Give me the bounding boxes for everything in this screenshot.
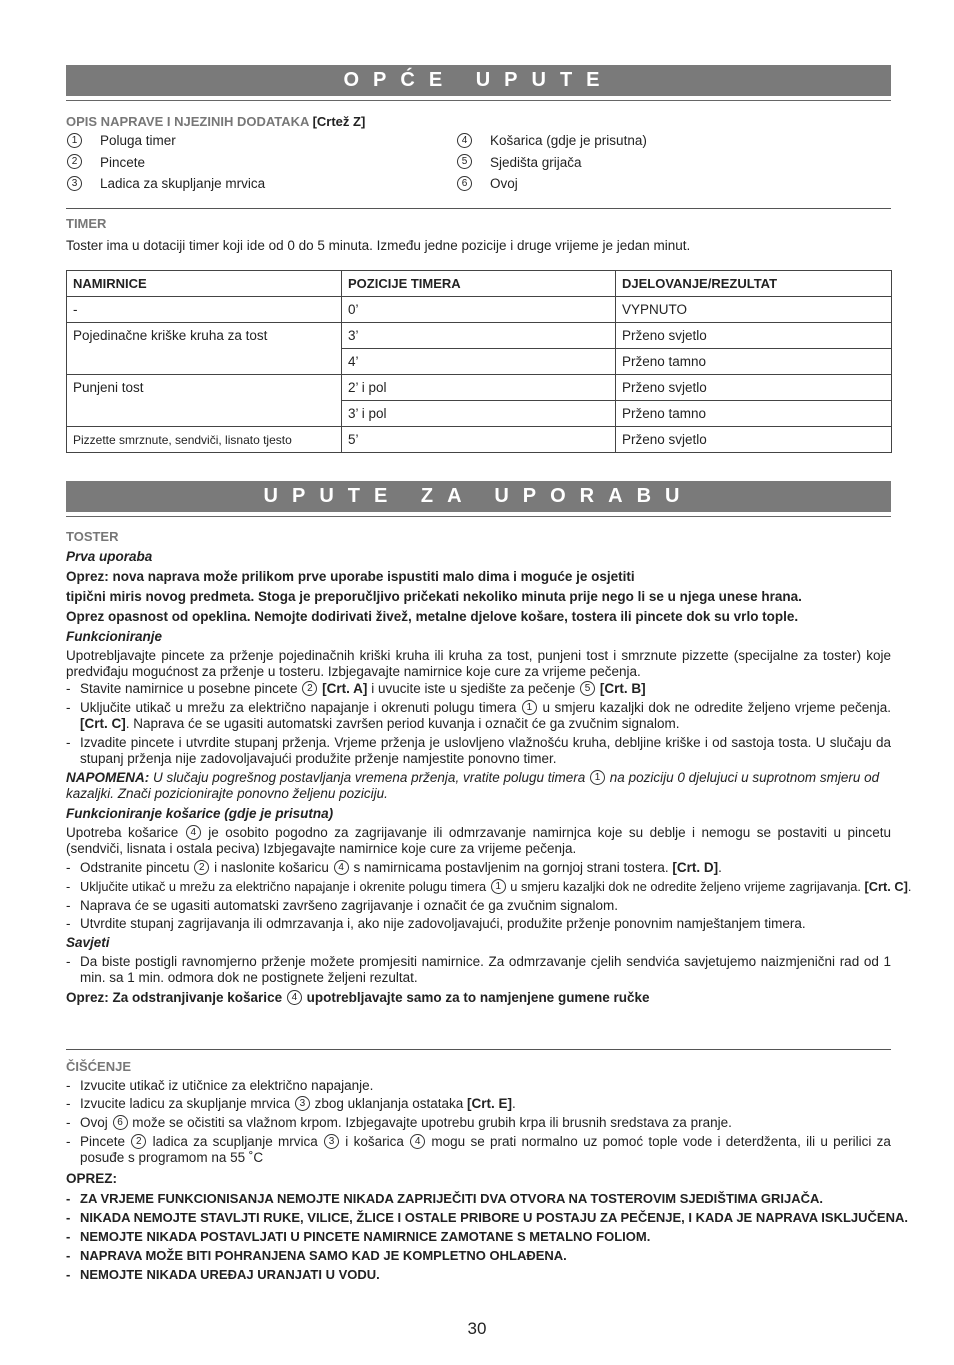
circled-number: 6 bbox=[457, 176, 472, 191]
parts-column-right bbox=[456, 130, 846, 195]
list-item: - Izvucite ladicu za skupljanje mrvica 3 zbog uklanjanja ostataka [Crt. E]. bbox=[66, 1096, 516, 1111]
kosarica-text bbox=[66, 825, 891, 857]
circled-number: 1 bbox=[491, 879, 506, 894]
text: Uključite utikač u mrežu za električno napajanje i okrenite polugu timera bbox=[80, 878, 487, 894]
list-item bbox=[456, 130, 846, 152]
part-label: Ovoj bbox=[490, 176, 518, 191]
table-cell: Prženo tamno bbox=[616, 401, 892, 427]
parts-column-left bbox=[66, 130, 456, 195]
toster-title: TOSTER bbox=[66, 529, 119, 544]
timer-title: TIMER bbox=[66, 216, 107, 231]
circled-number: 2 bbox=[302, 681, 317, 696]
text: je osobito pogodno za zagrijavanje ili odmrzavanje namirnjca koje su deblje i nemogu se postaviti u pincetu (sendviči, lisnata i ostala peciva) Izbjegavajte namirnice koje cure za vrijeme pečenja. bbox=[66, 824, 891, 856]
caution-text: tipični miris novog predmeta. Stoga je preporučljivo pričekati nekoliko minuta prije nego li se u njega unese hrana. bbox=[66, 589, 802, 604]
table-cell: 4’ bbox=[342, 349, 616, 375]
description-title-text: OPIS NAPRAVE I NJEZINIH DODATAKA bbox=[66, 114, 309, 129]
list-item: - Stavite namirnice u posebne pincete 2 [Crt. A] i uvucite iste u sjedište za pečenje 5 [Crt. B] bbox=[66, 681, 646, 696]
table-header-row bbox=[67, 271, 892, 297]
text: u smjeru kazaljki dok ne odredite željeno vrjeme pečenja. bbox=[542, 699, 891, 715]
list-item: - Izvucite utikač iz utičnice za električno napajanje. bbox=[66, 1078, 374, 1093]
table-header-cell: DJELOVANJE/REZULTAT bbox=[616, 271, 892, 297]
circled-number: 4 bbox=[186, 825, 201, 840]
circled-number: 1 bbox=[522, 700, 537, 715]
text: i uvucite iste u sjedište za pečenje bbox=[371, 681, 576, 696]
text: s namirnicama postavljenim na gornjoj strani tostera. bbox=[353, 859, 669, 875]
list-item: - Pincete 2 ladica za scupljanje mrvica 3 i košarica 4 mogu se prati normalno uz pomoć tople vode i deterdženta, ili u perilici za posuđe s programom na 55 ˚C bbox=[66, 1133, 891, 1165]
timer-table bbox=[66, 270, 892, 453]
list-item bbox=[66, 152, 456, 174]
table-cell: Prženo tamno bbox=[616, 349, 892, 375]
list-item: - Uključite utikač u mrežu za električno napajanje i okrenite polugu timera 1 u smjeru kazaljki dok ne odredite željeno vrijeme zagrijavanja. [Crt. C]. bbox=[66, 878, 912, 894]
description-figure-ref: [Crtež Z] bbox=[312, 114, 366, 129]
list-item: - Ovoj 6 može se očistiti sa vlažnom krpom. Izbjegavajte upotrebu grubih krpa ili brusnih sredstava za pranje. bbox=[66, 1114, 732, 1130]
part-label: Sjedišta grijača bbox=[490, 154, 582, 170]
text: u smjeru kazaljki dok ne odredite željeno vrijeme zagrijavanja. bbox=[510, 878, 861, 894]
circled-number: 1 bbox=[67, 133, 82, 148]
list-item bbox=[456, 152, 846, 174]
funkcioniranje-text: Upotrebljavajte pincete za prženje pojedinačnih kriški kruha ili kruha za tost, punjeni tost i smrznute pizzette (specijalne za toster) koje predviđaju mogućnost za prženje u tosteru. Izbjegavajte namirnice koje cure za vrijeme pečenja. bbox=[66, 648, 891, 679]
table-cell: 3’ i pol bbox=[342, 401, 616, 427]
list-item bbox=[66, 173, 456, 195]
table-row bbox=[67, 323, 892, 349]
table-cell: Pojedinačne kriške kruha za tost bbox=[67, 323, 342, 375]
caution-text: Oprez: nova naprava može prilikom prve uporabe ispustiti malo dima i moguće je osjetiti bbox=[66, 569, 635, 584]
savjeti-title: Savjeti bbox=[66, 935, 110, 950]
circled-number: 6 bbox=[113, 1115, 128, 1130]
figure-ref: [Crt. A] bbox=[322, 681, 368, 696]
description-title bbox=[66, 114, 891, 129]
list-item: - Uključite utikač u mrežu za električno napajanje i okrenuti polugu timera 1 u smjeru kazaljki dok ne odredite željeno vrjeme pečenja. [Crt. C]. Naprava će se ugasiti automatski završen period kuvanja i označit će ga zvučnim signalom. bbox=[66, 699, 891, 731]
funkcioniranje-title: Funkcioniranje bbox=[66, 629, 163, 644]
figure-ref: [Crt. C] bbox=[864, 878, 908, 894]
circled-number: 4 bbox=[457, 133, 472, 148]
text: Uključite utikač u mrežu za električno napajanje i okrenuti polugu timera bbox=[80, 699, 517, 715]
usage-instructions bbox=[66, 528, 912, 1006]
circled-number: 5 bbox=[580, 681, 595, 696]
table-row bbox=[67, 427, 892, 453]
text: U slučaju pogrešnog postavljanja vremena prženja, vratite polugu timera bbox=[153, 769, 586, 785]
list-item: - Utvrdite stupanj zagrijavanja ili odmrzavanja i, ako nije zadovoljavajući, produžite prženje ponovnim namještanjem timera. bbox=[66, 916, 806, 931]
table-cell: Prženo svjetlo bbox=[616, 323, 892, 349]
kosarica-title: Funkcioniranje košarice (gdje je prisutna) bbox=[66, 805, 334, 821]
circled-number: 5 bbox=[457, 154, 472, 169]
figure-ref: [Crt. D] bbox=[672, 859, 719, 875]
figure-ref: [Crt. E] bbox=[467, 1096, 512, 1111]
text: Izvucite ladicu za skupljanje mrvica bbox=[80, 1096, 291, 1111]
circled-number: 2 bbox=[67, 154, 82, 169]
part-label: Ladica za skupljanje mrvica bbox=[100, 176, 266, 191]
text: na poziciju 0 djelujuci u suprotnom smjeru od kazaljki. Znači pozicionirajte ponovno željenu poziciju. bbox=[66, 769, 880, 801]
warning-item: - NEMOJTE NIKADA UREĐAJ URANJATI U VODU. bbox=[66, 1266, 380, 1282]
cleaning-title: ČIŠĆENJE bbox=[66, 1059, 132, 1074]
text: i naslonite košaricu bbox=[214, 859, 329, 875]
list-item bbox=[66, 130, 456, 152]
table-cell: VYPNUTO bbox=[616, 297, 892, 323]
text: ladica za scupljanje mrvica bbox=[152, 1133, 318, 1149]
warning-item: - ZA VRJEME FUNKCIONISANJA NEMOJTE NIKADA ZAPRIJEČITI DVA OTVORA NA TOSTEROVIM SJEDIŠTIMA GRIJAČA. bbox=[66, 1190, 823, 1206]
circled-number: 3 bbox=[295, 1096, 310, 1111]
warning-item: - NIKADA NEMOJTE STAVLJTI RUKE, VILICE, ŽLICE I OSTALE PRIBORE U POSTAJU ZA PEČENJE, I KADA JE NAPRAVA ISKLJUČENA. bbox=[66, 1209, 908, 1225]
text: Odstranite pincetu bbox=[80, 859, 190, 875]
table-cell: 5’ bbox=[342, 427, 616, 453]
text: zbog uklanjanja ostataka bbox=[314, 1096, 464, 1111]
list-item: - Da biste postigli ravnomjerno prženje možete promjesiti namirnice. Za odmrzavanje cjelih sendvića savjetujemo naizmjenični rad od 1 min. sa 1 min. odmora dok ne postignete željeni rezultat. bbox=[66, 954, 891, 985]
circled-number: 2 bbox=[194, 860, 209, 875]
text: Upotreba košarice bbox=[66, 824, 179, 840]
circled-number: 3 bbox=[67, 176, 82, 191]
text: Stavite namirnice u posebne pincete bbox=[80, 681, 298, 696]
caution-text: Oprez opasnost od opeklina. Nemojte dodirivati živež, metalne djelove košare, tostera ili pincete dok su vrlo tople. bbox=[66, 609, 799, 624]
timer-text: Toster ima u dotaciji timer koji ide od 0 do 5 minuta. Između jedne pozicije i druge vrijeme je jedan minut. bbox=[66, 238, 691, 253]
text: . Naprava će se ugasiti automatski završen period kuvanja i označit će ga zvučnim signalom. bbox=[125, 715, 680, 731]
circled-number: 2 bbox=[131, 1134, 146, 1149]
circled-number: 4 bbox=[287, 990, 302, 1005]
text: može se očistiti sa vlažnom krpom. Izbjegavajte upotrebu grubih krpa ili brusnih sredstava za pranje. bbox=[132, 1114, 732, 1130]
page-number: 30 bbox=[467, 1319, 487, 1338]
warning-item: - NEMOJTE NIKADA POSTAVLJATI U PINCETE NAMIRNICE ZAMOTANE S METALNO FOLIOM. bbox=[66, 1228, 651, 1244]
table-cell: Punjeni tost bbox=[67, 375, 342, 427]
list-item: - Izvadite pincete i utvrdite stupanj prženja. Vrjeme prženja je uslovljeno vlažnošću kruha, debljine kriške i od sastoja tosta. U slučaju da stupanj prženja nije zadovoljavajući produžite prženje namjestite ponovno timer. bbox=[66, 734, 891, 766]
text: Pincete bbox=[80, 1133, 126, 1149]
cleaning-section bbox=[66, 1058, 908, 1282]
text: Oprez: Za odstranjivanje košarice bbox=[66, 990, 283, 1005]
prva-uporaba-title: Prva uporaba bbox=[66, 549, 153, 564]
table-cell: Pizzette smrznute, sendviči, lisnato tjesto bbox=[67, 427, 342, 453]
napomena-note bbox=[66, 770, 891, 802]
text: mogu se prati normalno uz pomoć tople vode i deterdženta, ili u perilici za posuđe s programom na 55 ˚C bbox=[80, 1133, 891, 1165]
warning-item: - NAPRAVA MOŽE BITI POHRANJENA SAMO KAD JE KOMPLETNO OHLAĐENA. bbox=[66, 1247, 567, 1263]
divider bbox=[66, 208, 891, 209]
text: i košarica bbox=[345, 1133, 404, 1149]
text: upotrebljavajte samo za to namjenjene gumene ručke bbox=[306, 990, 650, 1005]
circled-number: 1 bbox=[590, 770, 605, 785]
section-banner-opce-upute: OPĆE UPUTE bbox=[66, 65, 891, 96]
table-row bbox=[67, 375, 892, 401]
oprez-label: OPREZ: bbox=[66, 1170, 118, 1186]
table-cell: 3’ bbox=[342, 323, 616, 349]
napomena-label: NAPOMENA: bbox=[66, 769, 150, 785]
part-label: Košarica (gdje je prisutna) bbox=[490, 133, 647, 148]
divider bbox=[66, 1049, 891, 1050]
table-cell: - bbox=[67, 297, 342, 323]
table-cell: Prženo svjetlo bbox=[616, 427, 892, 453]
part-label: Pincete bbox=[100, 154, 146, 170]
figure-ref: [Crt. B] bbox=[599, 681, 646, 696]
circled-number: 3 bbox=[324, 1134, 339, 1149]
table-cell: Prženo svjetlo bbox=[616, 375, 892, 401]
table-cell: 2’ i pol bbox=[342, 375, 616, 401]
divider bbox=[66, 100, 891, 101]
parts-list bbox=[66, 130, 891, 195]
list-item: - Odstranite pincetu 2 i naslonite košaricu 4 s namirnicama postavljenim na gornjoj strani tostera. [Crt. D]. bbox=[66, 859, 722, 875]
divider bbox=[66, 516, 891, 517]
circled-number: 4 bbox=[334, 860, 349, 875]
table-cell: 0’ bbox=[342, 297, 616, 323]
part-label: Poluga timer bbox=[100, 133, 176, 148]
section-banner-upute-za-uporabu: UPUTE ZA UPORABU bbox=[66, 481, 891, 512]
list-item: - Naprava će se ugasiti automatski završeno zagrijavanje i označit će ga zvučnim signalom. bbox=[66, 898, 619, 913]
figure-ref: [Crt. C] bbox=[80, 715, 126, 731]
list-item bbox=[456, 173, 846, 195]
table-header-cell: POZICIJE TIMERA bbox=[342, 271, 616, 297]
table-row bbox=[67, 297, 892, 323]
caution-text bbox=[66, 989, 891, 1006]
circled-number: 4 bbox=[410, 1134, 425, 1149]
table-header-cell: NAMIRNICE bbox=[67, 271, 342, 297]
text: Ovoj bbox=[80, 1114, 108, 1130]
